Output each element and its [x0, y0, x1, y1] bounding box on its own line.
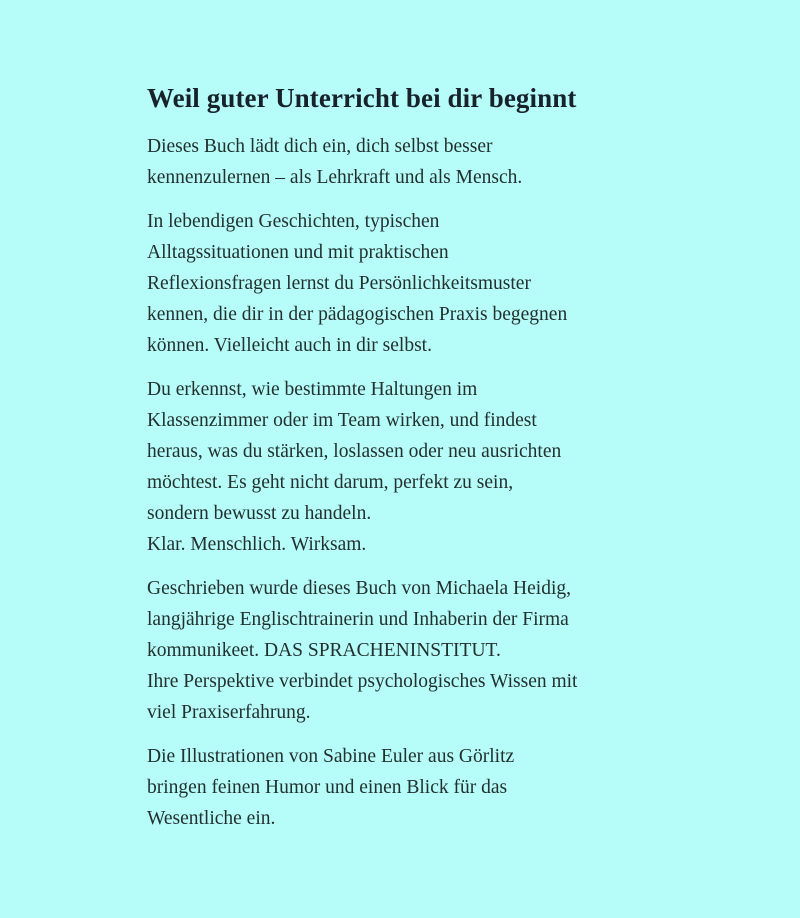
text-line: können. Vielleicht auch in dir selbst. — [147, 335, 432, 356]
text-line: Du erkennst, wie bestimmte Haltungen im — [147, 379, 478, 400]
text-line: viel Praxiserfahrung. — [147, 702, 311, 723]
paragraph-illustrations — [147, 741, 687, 834]
text-line: kommunikeet. DAS SPRACHENINSTITUT. — [147, 640, 501, 661]
text-line: Alltagssituationen und mit praktischen — [147, 242, 449, 263]
text-line: Reflexionsfragen lernst du Persönlichkeitsmuster — [147, 273, 531, 294]
text-line: kennen, die dir in der pädagogischen Praxis begegnen — [147, 304, 568, 325]
text-line: Ihre Perspektive verbindet psychologisches Wissen mit — [147, 671, 578, 692]
text-line: langjährige Englischtrainerin und Inhaberin der Firma — [147, 609, 569, 630]
paragraph-intro — [147, 131, 687, 193]
text-line: bringen feinen Humor und einen Blick für das — [147, 777, 508, 798]
page-title: Weil guter Unterricht bei dir beginnt — [147, 83, 577, 113]
text-line: möchtest. Es geht nicht darum, perfekt zu sein, — [147, 472, 514, 493]
text-line: sondern bewusst zu handeln. — [147, 503, 372, 524]
text-line: heraus, was du stärken, loslassen oder neu ausrichten — [147, 441, 562, 462]
tagline: Klar. Menschlich. Wirksam. — [147, 534, 367, 555]
paragraph-stories — [147, 206, 687, 361]
paragraph-attitudes — [147, 374, 687, 560]
book-blurb — [147, 80, 687, 847]
text-line: Klassenzimmer oder im Team wirken, und findest — [147, 410, 537, 431]
text-line: Die Illustrationen von Sabine Euler aus Görlitz — [147, 746, 515, 767]
text-line: Dieses Buch lädt dich ein, dich selbst besser — [147, 136, 493, 157]
text-line: Geschrieben wurde dieses Buch von Michaela Heidig, — [147, 578, 571, 599]
paragraph-author — [147, 573, 687, 728]
text-line: Wesentliche ein. — [147, 808, 276, 829]
text-line: kennenzulernen – als Lehrkraft und als Mensch. — [147, 167, 523, 188]
text-line: In lebendigen Geschichten, typischen — [147, 211, 440, 232]
